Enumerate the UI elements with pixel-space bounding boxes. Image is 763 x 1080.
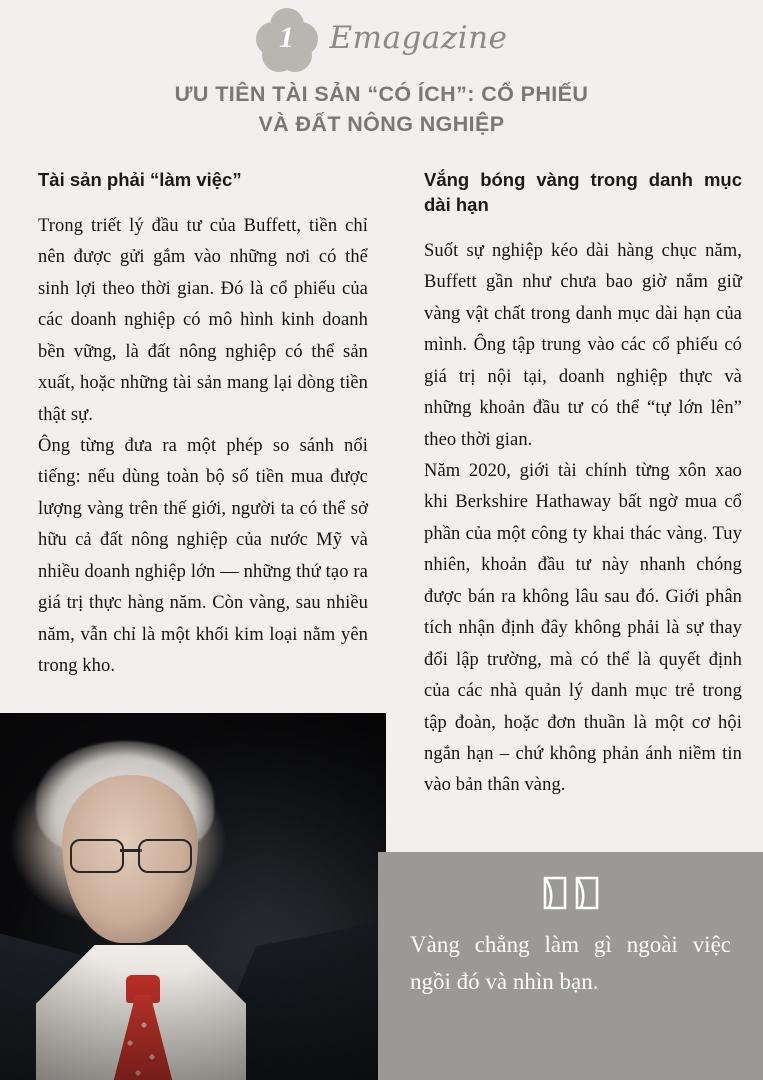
- left-column-paragraph-1: Trong triết lý đầu tư của Buffett, tiền chỉ nên được gửi gắm vào những nơi có thể sinh lợi theo thời gian. Đó là cổ phiếu của các doanh nghiệp có mô hình kinh doanh bền vững, là đất nông nghiệp có thể sản xuất, hoặc những tài sản mang lại dòng tiền thật sự.: [38, 215, 368, 425]
- page-title-line-1: ƯU TIÊN TÀI SẢN “CÓ ÍCH”: CỔ PHIẾU: [174, 82, 589, 106]
- right-column-paragraph-1: Suốt sự nghiệp kéo dài hàng chục năm, Buffett gần như chưa bao giờ nắm giữ vàng vật chất trong danh mục dài hạn của mình. Ông tập trung vào các cổ phiếu có giá trị nội tại, doanh nghiệp thực và những khoản đầu tư có thể “tự lớn lên” theo thời gian.: [424, 240, 742, 450]
- flower-badge-icon: [256, 8, 318, 70]
- right-column: [424, 168, 742, 802]
- right-column-paragraph-2: Năm 2020, giới tài chính từng xôn xao khi Berkshire Hathaway bất ngờ mua cổ phần của một công ty khai thác vàng. Tuy nhiên, khoản đầu tư này nhanh chóng được bán ra không lâu sau đó. Giới phân tích nhận định đây không phải là sự thay đổi lập trường, mà có thể là quyết định của các nhà quản lý danh mục trẻ trong tập đoàn, hoặc đơn thuần là một cơ hội ngắn hạn – chứ không phản ánh niềm tin vào bản thân vàng.: [424, 461, 742, 796]
- quote-mark-icon: [542, 876, 600, 910]
- page-title-line-2: VÀ ĐẤT NÔNG NGHIỆP: [258, 111, 505, 136]
- masthead: [0, 0, 763, 62]
- pull-quote-block: [378, 852, 763, 1080]
- right-column-subhead: Vắng bóng vàng trong danh mục dài hạn: [424, 169, 742, 215]
- page-title: [82, 80, 682, 139]
- left-column-subhead: Tài sản phải “làm việc”: [38, 169, 242, 190]
- pull-quote-text: Vàng chẳng làm gì ngoài việc ngồi đó và nhìn bạn.: [410, 932, 731, 995]
- badge-number: 1: [279, 21, 295, 54]
- left-column-paragraph-2: Ông từng đưa ra một phép so sánh nổi tiếng: nếu dùng toàn bộ số tiền mua được lượng vàng trên thế giới, người ta có thể sở hữu cả đất nông nghiệp của nước Mỹ và nhiều doanh nghiệp lớn — những thứ tạo ra giá trị thực hàng năm. Còn vàng, sau nhiều năm, vẫn chỉ là một khối kim loại nằm yên trong kho.: [38, 436, 368, 677]
- brand-wordmark: Emagazine: [329, 20, 508, 56]
- left-column: [38, 168, 368, 683]
- portrait-photo: [0, 713, 386, 1080]
